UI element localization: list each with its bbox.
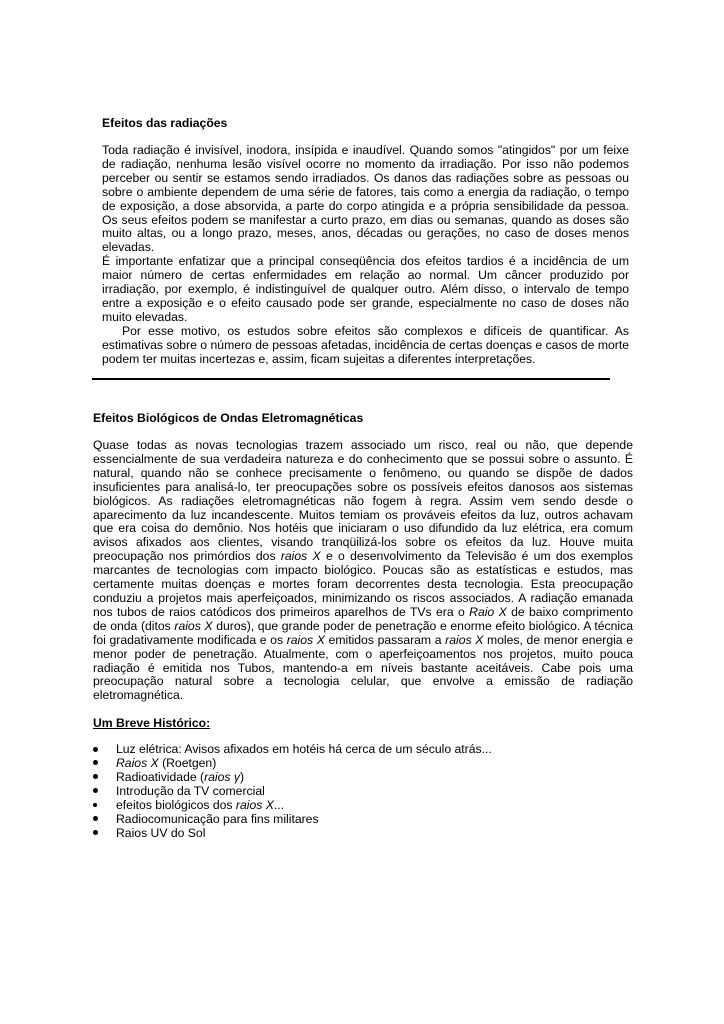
history-list xyxy=(93,743,633,840)
bullet-icon xyxy=(93,743,103,757)
paragraph: É importante enfatizar que a principal conseqüência dos efeitos tardios é a incidência de um maior número de certas enfermidades em relação ao normal. Um câncer produzido por irradiação, por exemplo, é indistinguível de qualquer outro. Além disso, o intervalo de tempo entre a exposição e o efeito causado pode ser grande, especialmente no caso de doses não muito elevadas. xyxy=(102,254,629,324)
list-item xyxy=(93,757,633,771)
italic-term: raios X xyxy=(286,632,325,647)
italic-term: Raios X xyxy=(116,756,159,771)
list-item-text: Radioatividade ( xyxy=(116,770,205,785)
text-segment: emitidos passaram a xyxy=(324,632,446,647)
section-electromagnetic-effects xyxy=(93,411,633,841)
list-item xyxy=(93,813,633,827)
section-title: Efeitos das radiações xyxy=(102,116,228,130)
list-item-text: Radiocomunicação para fins militares xyxy=(116,811,319,826)
list-item-text: (Roetgen) xyxy=(158,756,217,771)
list-item xyxy=(93,771,633,785)
bullet-icon xyxy=(93,757,103,771)
bullet-icon xyxy=(93,827,103,841)
horizontal-divider xyxy=(92,378,610,380)
section-radiation-effects xyxy=(102,116,629,367)
bullet-icon xyxy=(93,813,103,827)
italic-term: raios X xyxy=(280,549,321,564)
list-item xyxy=(93,743,633,757)
text-segment: duros), que grande poder de penetração e enorme efeito biológico. A técnica foi gradativamente modificada e os xyxy=(93,618,633,647)
italic-term: raios γ xyxy=(204,770,240,785)
paragraph xyxy=(93,439,633,703)
history-title: Um Breve Histórico: xyxy=(93,716,211,731)
text-segment: de baixo comprimento de onda (ditos xyxy=(93,604,633,633)
list-item-text: Raios UV do Sol xyxy=(116,825,206,840)
section-title: Efeitos Biológicos de Ondas Eletromagnéticas xyxy=(93,411,364,425)
list-item-text: ... xyxy=(273,797,285,812)
italic-term: raios X xyxy=(235,797,274,812)
italic-term: raios X xyxy=(174,618,213,633)
bullet-icon xyxy=(93,771,103,785)
list-item-text: Luz elétrica: Avisos afixados em hotéis há cerca de um século atrás... xyxy=(116,742,492,757)
list-item xyxy=(93,827,633,841)
bullet-icon xyxy=(93,799,103,813)
bullet-icon xyxy=(93,785,103,799)
italic-term: raios X xyxy=(445,632,484,647)
paragraph: Por esse motivo, os estudos sobre efeitos são complexos e difíceis de quantificar. As estimativas sobre o número de pessoas afetadas, incidência de certas doenças e casos de morte podem ter muitas incertezas e, assim, ficam sujeitas a diferentes interpretações. xyxy=(102,323,629,366)
list-item-text: Introdução da TV comercial xyxy=(116,783,265,798)
list-item xyxy=(93,785,633,799)
text-segment: Quase todas as novas tecnologias trazem associado um risco, real ou não, que depende essencialmente de sua verdadeira natureza e do conhecimento que se possui sobre o assunto. É natural, quando não se conhece precisamente o fenômeno, ou quando se dispõe de dados insuficientes para analisá-lo, ter preocupações sobre os possíveis efeitos danosos aos sistemas biológicos. As radiações eletromagnéticas não fogem à regra. Assim vem sendo desde o aparecimento da luz incandescente. Muitos temiam os prováveis efeitos da luz, outros achavam que era coisa do demônio. Nos hotéis que iniciaram o uso difundido da luz elétrica, era comum avisos afixados aos clientes, visando tranqüilizá-los sobre os efeitos da luz. Houve muita preocupação nos primórdios dos xyxy=(93,438,633,564)
list-item xyxy=(93,799,633,813)
list-item-text: ) xyxy=(239,770,245,785)
text-segment: e o desenvolvimento da Televisão é um dos exemplos marcantes de tecnologias com impacto biológico. Poucas são as estatísticas e estudos, mas certamente muitas doenças e mortes foram decorrentes desta tecnologia. Esta preocupação conduziu a projetos mais aperfeiçoados, minimizando os riscos associados. A radiação emanada nos tubos de raios catódicos dos primeiros aparelhos de TVs era o xyxy=(93,549,633,619)
list-item-text: efeitos biológicos dos xyxy=(116,797,236,812)
italic-term: Raio X xyxy=(469,604,507,619)
paragraph: Toda radiação é invisível, inodora, insípida e inaudível. Quando somos "atingidos" por um feixe de radiação, nenhuma lesão visível ocorre no momento da irradiação. Por isso não podemos perceber ou sentir se estamos sendo irradiados. Os danos das radiações sobre as pessoas ou sobre o ambiente dependem de uma série de fatores, tais como a energia da radiação, o tempo de exposição, a dose absorvida, a parte do corpo atingida e a própria sensibilidade da pessoa. Os seus efeitos podem se manifestar a curto prazo, em dias ou semanas, quando as doses são muito altas, ou a longo prazo, meses, anos, décadas ou gerações, no caso de doses menos elevadas. xyxy=(102,143,629,255)
text-segment: moles, de menor energia e menor poder de penetração. Atualmente, com o aperfeiçoamentos nos projetos, muito pouca radiação é emitida nos Tubos, mantendo-a em níveis bastante aceitáveis. Cabe pois uma preocupação natural sobre a tecnologia celular, que envolve a emissão de radiação eletromagnética. xyxy=(93,632,634,703)
